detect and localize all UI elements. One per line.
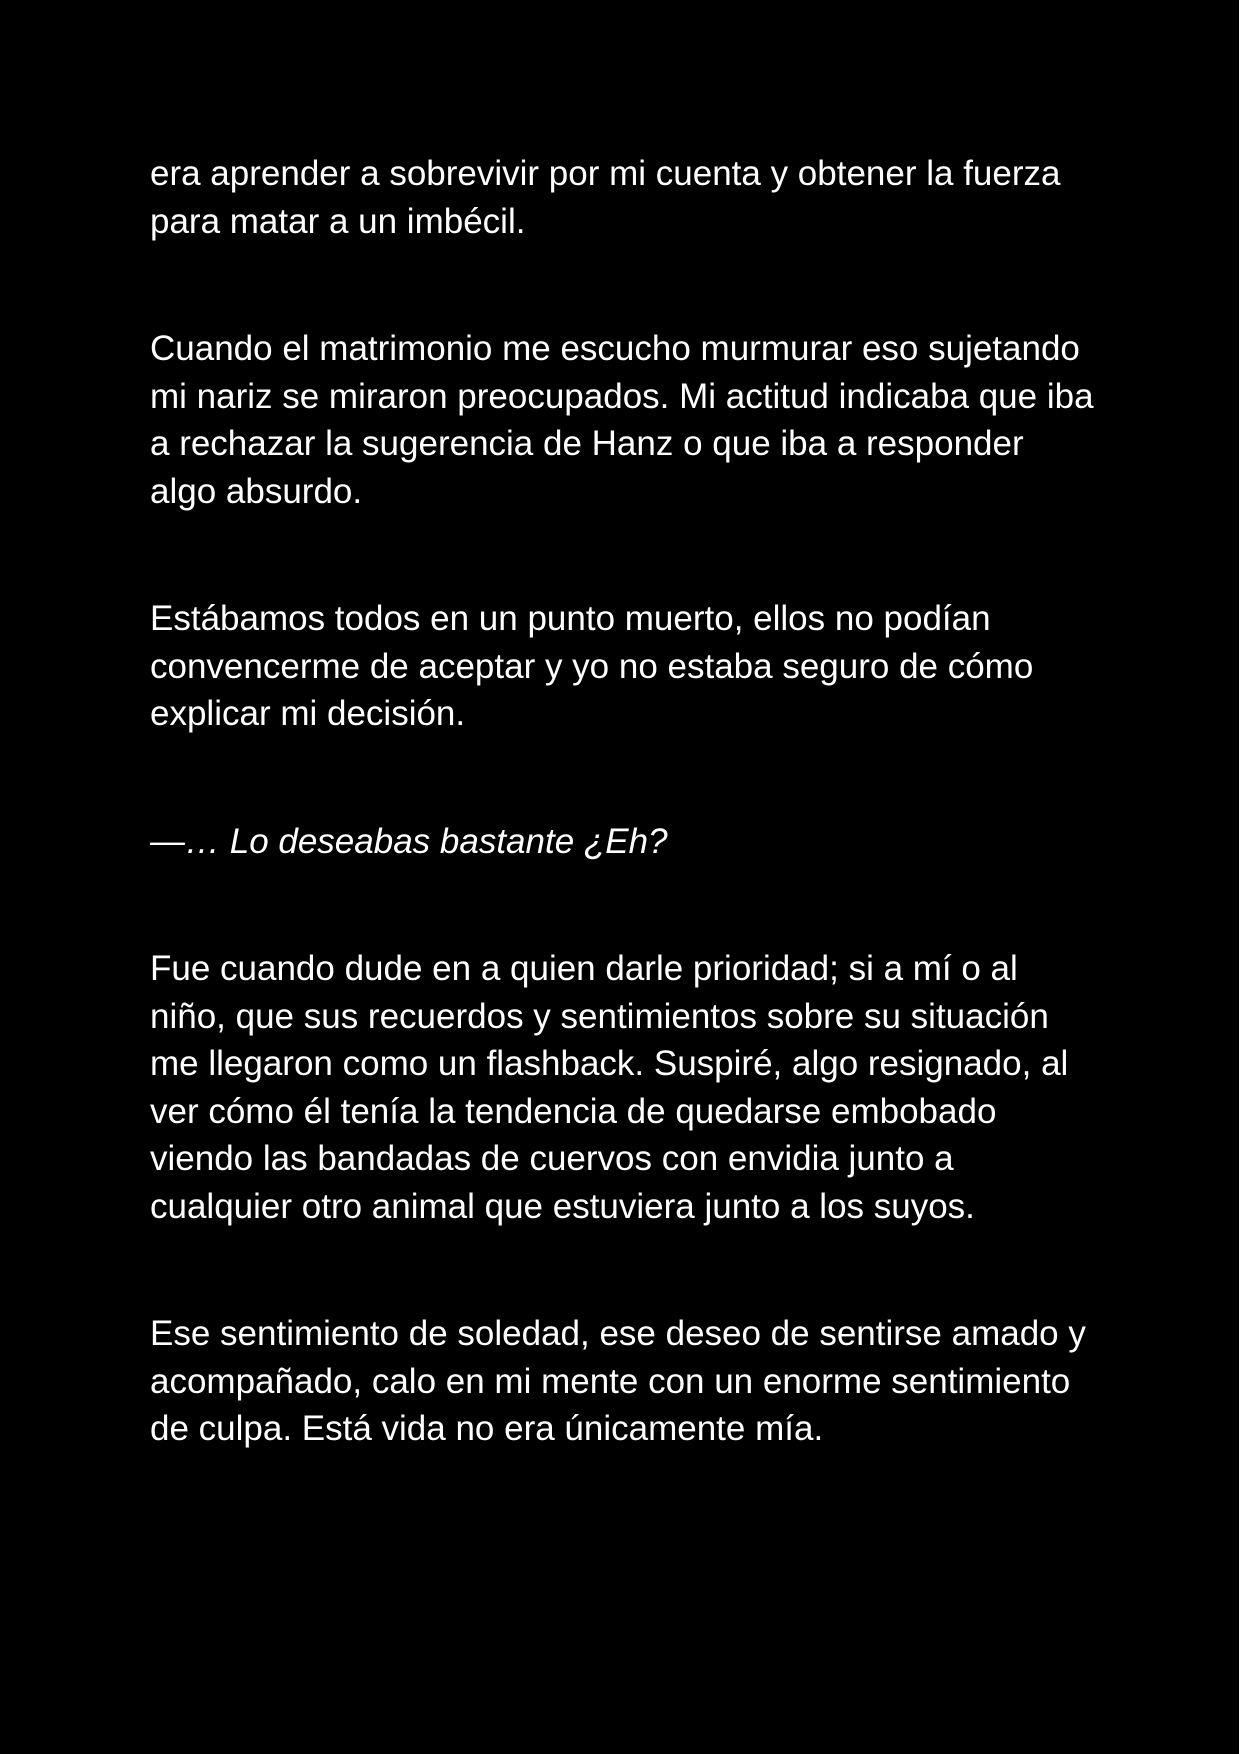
paragraph-6: Ese sentimiento de soledad, ese deseo de sentirse amado y acompañado, calo en mi mente con un enorme sentimiento de culpa. Está vida no era únicamente mía. xyxy=(150,1314,1086,1448)
paragraph-5: Fue cuando dude en a quien darle prioridad; si a mí o al niño, que sus recuerdos y sentimientos sobre su situación me llegaron como un flashback. Suspiré, algo resignado, al ver cómo él tenía la tendencia de quedarse embobado viendo las bandadas de cuervos con envidia junto a cualquier otro animal que estuviera junto a los suyos. xyxy=(150,949,1069,1226)
paragraph-1: era aprender a sobrevivir por mi cuenta y obtener la fuerza para matar a un imbécil. xyxy=(150,154,1061,241)
paragraph-3: Estábamos todos en un punto muerto, ellos no podían convencerme de aceptar y yo no estaba seguro de cómo explicar mi decisión. xyxy=(150,599,1034,733)
paragraph-2: Cuando el matrimonio me escucho murmurar eso sujetando mi nariz se miraron preocupados. Mi actitud indicaba que iba a rechazar la sugerencia de Hanz o que iba a responder algo absurdo. xyxy=(150,329,1094,511)
dialogue-line: —… Lo deseabas bastante ¿Eh? xyxy=(150,821,668,861)
page-text xyxy=(150,150,1095,1533)
